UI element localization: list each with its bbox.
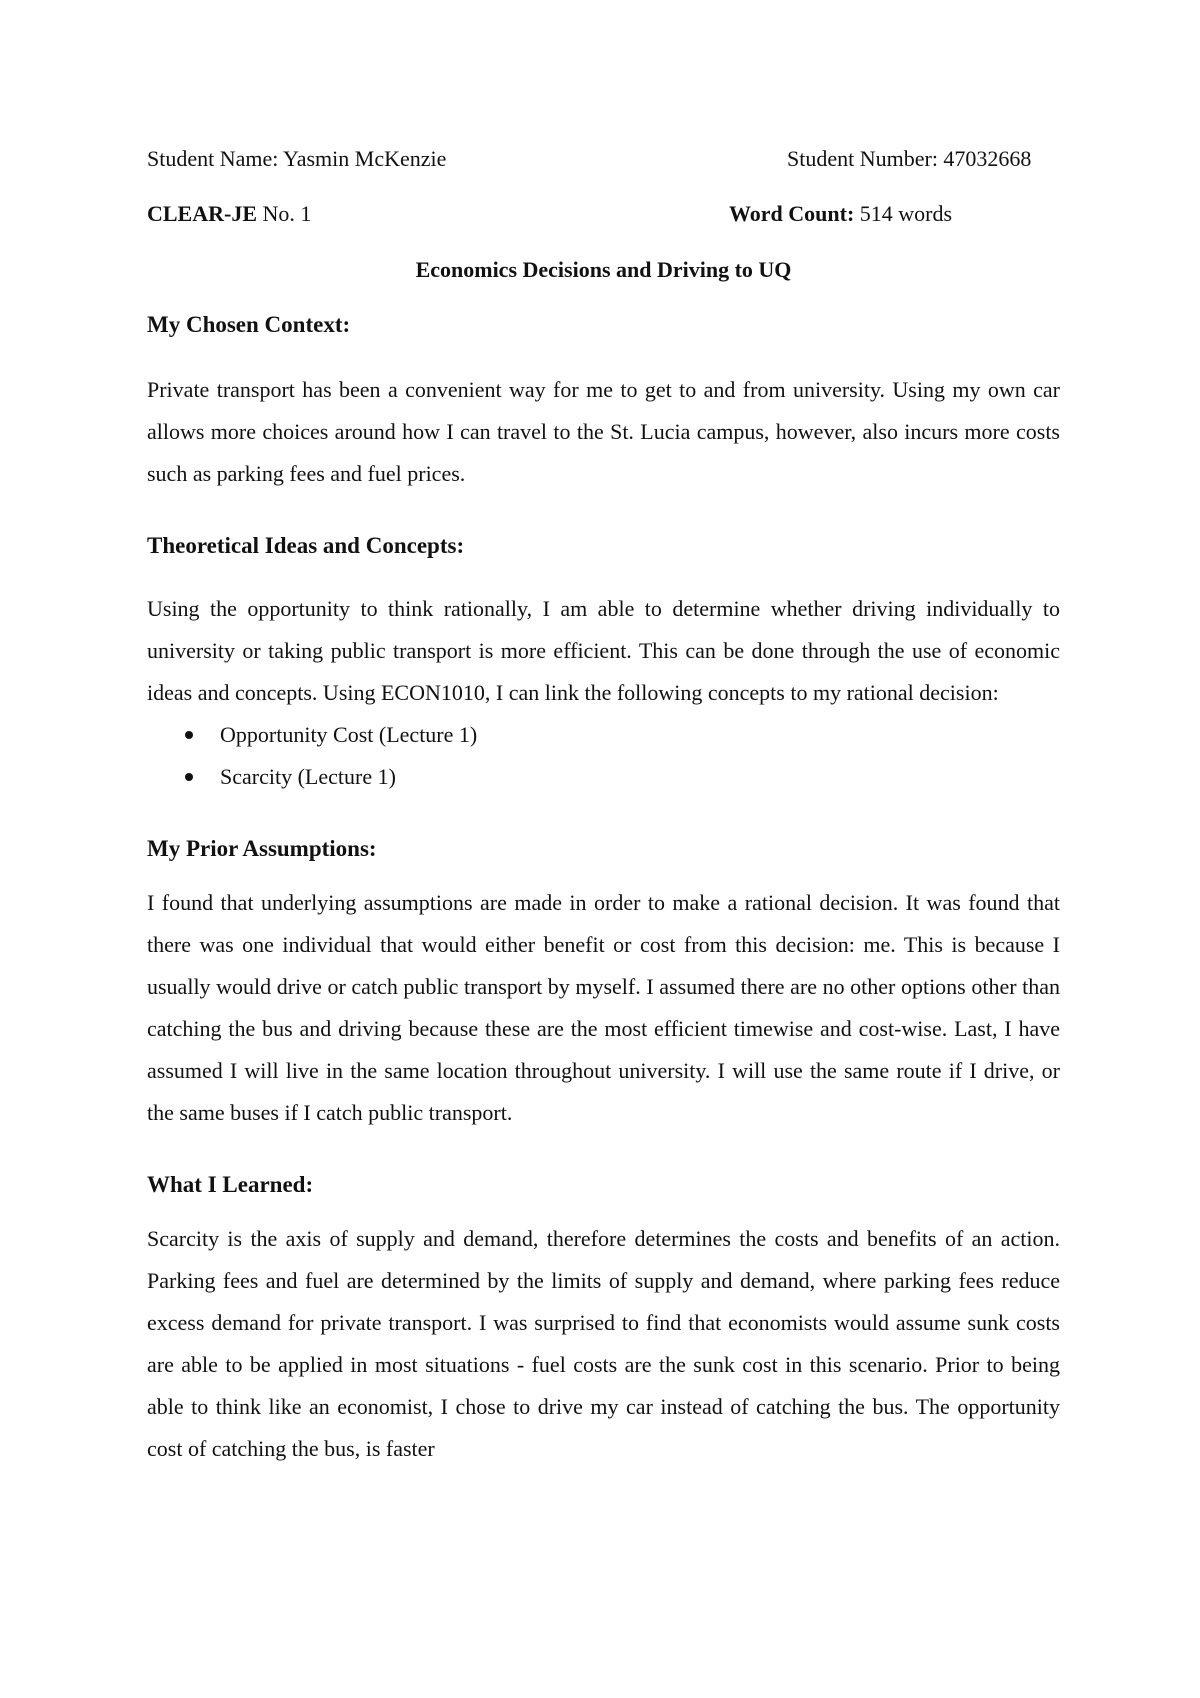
document-content: [147, 138, 1060, 1470]
list-item-text: Scarcity (Lecture 1): [220, 764, 396, 789]
student-number: Student Number: 47032668: [787, 146, 1032, 171]
clear-je-label: CLEAR-JE: [147, 201, 258, 226]
clear-je-value: No. 1: [257, 201, 312, 226]
bullet-icon: [185, 731, 193, 739]
list-item: [147, 714, 1060, 756]
student-name: Student Name: Yasmin McKenzie: [147, 146, 447, 171]
section-heading-theory: Theoretical Ideas and Concepts:: [147, 533, 465, 558]
document-title: Economics Decisions and Driving to UQ: [415, 257, 792, 282]
concept-list: [147, 714, 1060, 798]
student-info-row: [147, 138, 1060, 180]
word-count-value: 514 words: [854, 201, 953, 226]
paragraph-context: Private transport has been a convenient way for me to get to and from university. Using my own car allows more choices around how I can travel to the St. Lucia campus, however, also incurs more costs such as parking fees and fuel prices.: [147, 377, 1060, 486]
section-heading-assumptions: My Prior Assumptions:: [147, 836, 377, 861]
section-heading-learned: What I Learned:: [147, 1172, 314, 1197]
clear-je-number: [147, 193, 311, 235]
list-item: [147, 756, 1060, 798]
bullet-icon: [185, 773, 193, 781]
paragraph-assumptions: I found that underlying assumptions are made in order to make a rational decision. It was found that there was one individual that would either benefit or cost from this decision: me. This is because I usually would drive or catch public transport by myself. I assumed there are no other options other than catching the bus and driving because these are the most efficient timewise and cost-wise. Last, I have assumed I will live in the same location throughout university. I will use the same route if I drive, or the same buses if I catch public transport.: [147, 890, 1060, 1125]
assignment-info-row: [147, 193, 1060, 235]
word-count: [729, 193, 952, 235]
section-heading-context: My Chosen Context:: [147, 312, 351, 337]
word-count-label: Word Count:: [729, 201, 855, 226]
paragraph-theory: Using the opportunity to think rationally, I am able to determine whether driving individually to university or taking public transport is more efficient. This can be done through the use of economic ideas and concepts. Using ECON1010, I can link the following concepts to my rational decision:: [147, 596, 1060, 705]
paragraph-learned: Scarcity is the axis of supply and demand, therefore determines the costs and benefits of an action. Parking fees and fuel are determined by the limits of supply and demand, where parking fees reduce excess demand for private transport. I was surprised to find that economists would assume sunk costs are able to be applied in most situations - fuel costs are the sunk cost in this scenario. Prior to being able to think like an economist, I chose to drive my car instead of catching the bus. The opportunity cost of catching the bus, is faster: [147, 1226, 1060, 1461]
list-item-text: Opportunity Cost (Lecture 1): [220, 722, 478, 747]
